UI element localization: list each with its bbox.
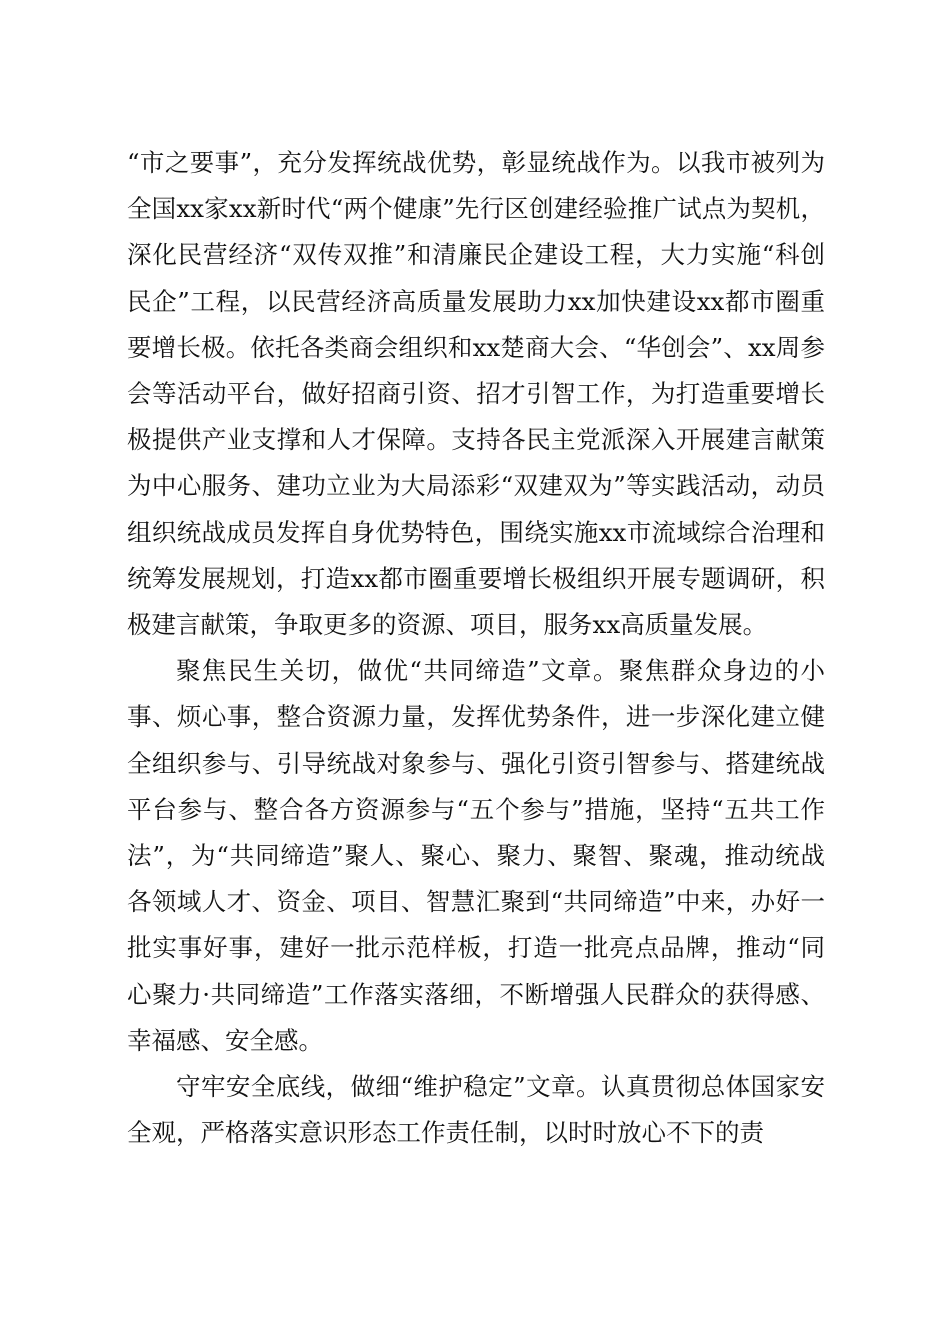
- paragraph-livelihood: 聚焦民生关切，做优“共同缔造”文章。聚焦群众身边的小事、烦心事，整合资源力量，发挥优势条件，进一步深化建立健全组织参与、引导统战对象参与、强化引资引智参与、搭建统战平台参与、整合各方资源参与“五个参与”措施，坚持“五共工作法”，为“共同缔造”聚人、聚心、聚力、聚智、聚魂，推动统战各领域人才、资金、项目、智慧汇聚到“共同缔造”中来，办好一批实事好事，建好一批示范样板，打造一批亮点品牌，推动“同心聚力·共同缔造”工作落实落细，不断增强人民群众的获得感、幸福感、安全感。: [127, 656, 825, 1055]
- paragraph-security: 守牢安全底线，做细“维护稳定”文章。认真贯彻总体国家安全观，严格落实意识形态工作责任制，以时时放心不下的责: [127, 1072, 825, 1148]
- document-body: [127, 140, 825, 1156]
- paragraph-continuation: “市之要事”，充分发挥统战优势，彰显统战作为。以我市被列为全国xx家xx新时代“两个健康”先行区创建经验推广试点为契机，深化民营经济“双传双推”和清廉民企建设工程，大力实施“科创民企”工程，以民营经济高质量发展助力xx加快建设xx都市圈重要增长极。依托各类商会组织和xx楚商大会、“华创会”、xx周参会等活动平台，做好招商引资、招才引智工作，为打造重要增长极提供产业支撑和人才保障。支持各民主党派深入开展建言献策为中心服务、建功立业为大局添彩“双建双为”等实践活动，动员组织统战成员发挥自身优势特色，围绕实施xx市流域综合治理和统筹发展规划，打造xx都市圈重要增长极组织开展专题调研，积极建言献策，争取更多的资源、项目，服务xx高质量发展。: [127, 148, 825, 640]
